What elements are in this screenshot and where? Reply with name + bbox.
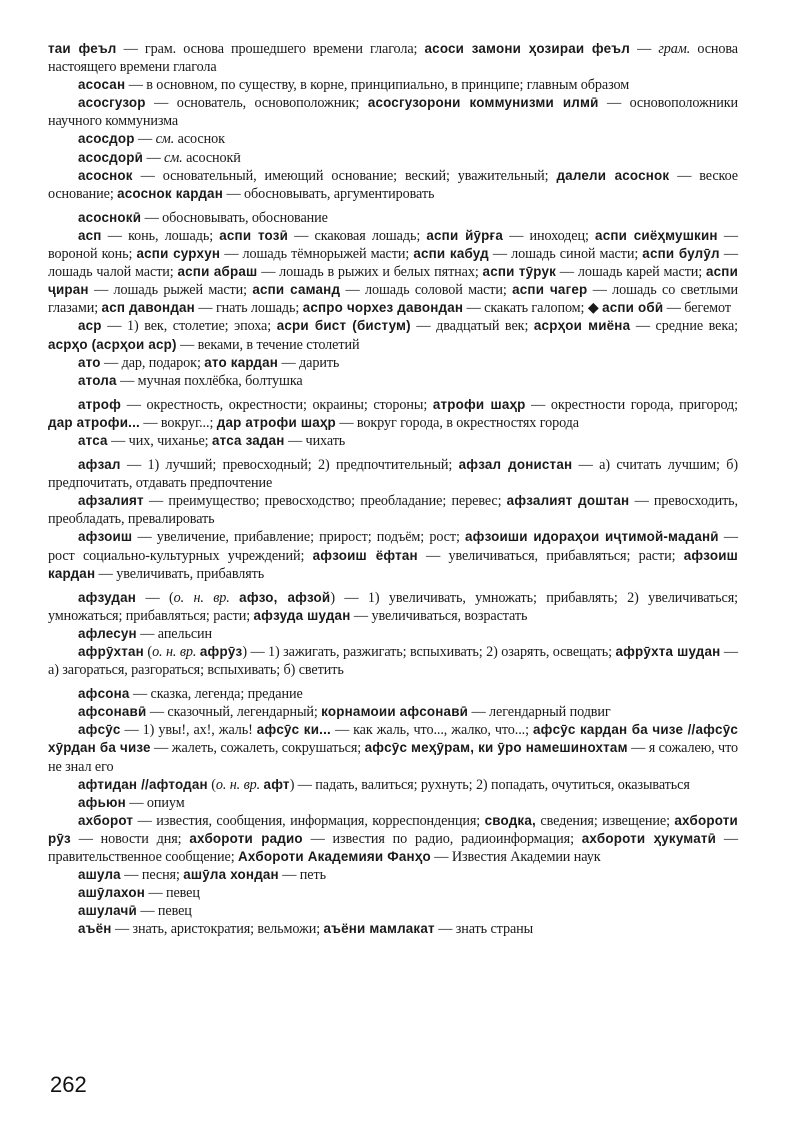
headword-text: аъёни мамлакат (323, 921, 435, 937)
abbreviation-text: грам. (658, 41, 691, 57)
dictionary-entry (48, 902, 738, 920)
headword-text: афзудан (78, 589, 137, 605)
definition-text: — известия, сообщения, информация, корреспонденция; (133, 812, 485, 829)
definition-text: — вокруг...; (139, 414, 217, 431)
definition-text: асоснок (174, 131, 225, 148)
definition-text: — лошадь соловой масти; (340, 282, 513, 299)
definition-text: — песня; (120, 867, 184, 884)
definition-text: — (143, 149, 165, 166)
headword-text: аспи йӯрға (426, 227, 503, 243)
definition-text: — 1) увы!, ах!, жаль! (120, 722, 257, 739)
definition-text: — (134, 131, 156, 148)
definition-text: — дар, подарок; (100, 354, 205, 371)
definition-text: — опиум (125, 794, 185, 811)
headword-text: асосгузорони коммунизми илмӣ (367, 95, 599, 111)
headword-text: ашулачӣ (78, 903, 137, 919)
headword-text: ашӯла хондан (183, 867, 279, 883)
dictionary-entry (48, 372, 738, 390)
dictionary-entry (48, 703, 738, 721)
headword-text: афсӯс ки... (256, 722, 331, 738)
dictionary-entry (48, 354, 738, 372)
dictionary-page (48, 40, 738, 939)
headword-text: ашула (78, 867, 121, 883)
headword-text: ахборот (78, 812, 134, 828)
headword-text: ато кардан (204, 354, 279, 370)
definition-text: — Известия Академии наук (430, 849, 601, 866)
definition-text: — окрестность, окрестности; окраины; стороны; (121, 396, 433, 413)
dictionary-entry (48, 589, 738, 625)
abbreviation-text: о. н. вр. (173, 589, 230, 606)
headword-text: афсӯс кардан ба чизе //афсӯс хӯрдан ба чизе (48, 722, 738, 756)
headword-text: аспи саманд (252, 282, 341, 298)
definition-text: — основатель, основоположник; (145, 95, 368, 112)
headword-text: афзоиш ёфтан (312, 547, 418, 563)
headword-text: аспи чагер (512, 282, 588, 298)
headword-text: атола (78, 372, 117, 388)
headword-text: афзуда шудан (253, 607, 351, 623)
dictionary-entry (48, 227, 738, 317)
definition-text: — известия по радио, радиоинформация; (302, 830, 582, 847)
dictionary-entry (48, 776, 738, 794)
definition-text: — увеличиваться, прибавляться; расти; (417, 547, 684, 564)
headword-text: атроф (78, 396, 122, 412)
definition-text: — петь (278, 867, 326, 884)
headword-text: аср (78, 318, 102, 334)
dictionary-entry (48, 866, 738, 884)
headword-text: сводка, (484, 812, 536, 828)
headword-text: аспи тозӣ (219, 227, 289, 243)
headword-text: аспи кабуд (413, 246, 489, 262)
abbreviation-text: о. н. вр. (152, 644, 197, 660)
headword-text: афлесун (78, 625, 137, 641)
headword-text: афсона (78, 686, 130, 702)
headword-text: афсӯс меҳӯрам, ки ӯро намешинохтам (364, 740, 628, 756)
dictionary-entry (48, 396, 738, 432)
definition-text: — чихать (284, 432, 346, 449)
dictionary-entry (48, 884, 738, 902)
dictionary-entry (48, 432, 738, 450)
headword-text: аспро чорхез давондан (302, 300, 464, 316)
definition-text: — чих, чиханье; (107, 432, 212, 449)
headword-text: афзалият доштан (506, 493, 630, 509)
definition-text: — вокруг города, в окрестностях города (335, 414, 580, 431)
abbreviation-text: см. (164, 149, 183, 166)
dictionary-entry (48, 317, 738, 353)
headword-text: афзалият (78, 493, 144, 509)
headword-text: асоснокӣ (78, 209, 142, 225)
headword-text: ашӯлахон (78, 885, 145, 901)
definition-text: — певец (145, 885, 200, 902)
definition-text: — жалеть, сожалеть, сокрушаться; (150, 740, 365, 757)
headword-text: афсӯс (78, 722, 121, 738)
definition-text: — певец (136, 903, 192, 920)
headword-text: ахбороти ҳукуматӣ (581, 830, 717, 846)
headword-text: аъён (78, 921, 112, 937)
dictionary-entry (48, 794, 738, 812)
headword-text: афьюн (78, 794, 126, 810)
headword-text: асоснок (78, 167, 133, 183)
definition-text: — увеличивать, прибавлять (95, 565, 265, 582)
definition-text: — лошадь в рыжих и белых пятнах; (257, 264, 483, 281)
headword-text: аспи абраш (177, 264, 258, 280)
definition-text: — основоположники научного коммунизма (48, 95, 738, 130)
definition-text: — лошадь карей масти; (556, 264, 706, 281)
definition-text: — сказочный, легендарный; (146, 704, 322, 721)
dictionary-entry (48, 76, 738, 94)
definition-text: — лошадь рыжей масти; (88, 282, 253, 299)
headword-text: асри бист (бистум) (276, 318, 411, 334)
headword-text: таи феъл (48, 41, 117, 56)
definition-text: — новости дня; (70, 830, 190, 847)
headword-text: корнамоии афсонавӣ (321, 704, 469, 720)
definition-text: — иноходец; (502, 227, 596, 244)
definition-text: — рост социально-культурных учреждений; (48, 529, 738, 564)
headword-text: атса (78, 432, 108, 448)
dictionary-entry (48, 920, 738, 938)
definition-text: — превосходить, преобладать, превалировать (48, 493, 739, 528)
headword-text: асоснок кардан (117, 185, 223, 201)
page-number: 262 (50, 1072, 87, 1097)
definition-text: — как жаль, что..., жалко, что...; (330, 722, 534, 739)
definition-text: — гнать лошадь; (194, 300, 303, 317)
headword-text: ато (78, 354, 101, 370)
dictionary-entry (48, 130, 738, 148)
definition-text: — я сожалею, что не знал его (48, 740, 738, 775)
headword-text: афзо, афзой (239, 589, 331, 605)
definition-text: — конь, лошадь; (101, 227, 220, 244)
definition-text: — веками, в течение столетий (176, 336, 360, 353)
definition-text: — сказка, легенда; предание (129, 686, 303, 703)
dictionary-entry (48, 456, 738, 492)
dictionary-entry (48, 685, 738, 703)
definition-text: — лошадь тёмнорыжей масти; (220, 246, 414, 263)
definition-text: — преимущество; превосходство; преобладание; перевес; (143, 493, 507, 510)
definition-text: — а) считать лучшим; б) предпочитать, отдавать предпочтение (48, 457, 738, 492)
definition-text: — знать, аристократия; вельможи; (111, 921, 324, 938)
definition-text: — основательный, имеющий основание; веский; уважительный; (132, 167, 557, 184)
headword-text: афтидан //афтодан (78, 776, 208, 792)
definition-text: сведения; извещение; (535, 812, 675, 829)
abbreviation-text: см. (155, 131, 175, 148)
headword-text: афзал (78, 457, 121, 473)
dictionary-entry (48, 149, 738, 167)
dictionary-entry (48, 721, 738, 775)
definition-text: — веское основание; (48, 167, 738, 202)
definition-text: — увеличение, прибавление; прирост; подъём; рост; (132, 529, 466, 546)
headword-text: аспи булӯл (642, 246, 720, 262)
headword-text: атса задан (211, 432, 285, 448)
definition-text: — вороной конь; (48, 227, 738, 263)
definition-text: ) — падать, валиться; рухнуть; 2) попадать, очутиться, оказываться (289, 776, 690, 793)
definition-text: — в основном, по существу, в корне, принципиально, в принципе; главным образом (125, 77, 630, 94)
headword-text: асосдор (78, 131, 135, 147)
headword-text: атрофи шаҳр (432, 396, 526, 412)
definition-text: — мучная похлёбка, болтушка (116, 372, 303, 389)
dictionary-entry (48, 209, 738, 227)
headword-text: афрӯхта шудан (615, 644, 721, 659)
headword-text: аспи тӯрук (482, 264, 557, 280)
definition-text: — бегемот (663, 300, 731, 317)
definition-text: — средние века; (630, 318, 738, 335)
headword-text: дар атрофи шаҳр (216, 414, 336, 430)
headword-text: дар атрофи... (48, 414, 140, 430)
definition-text: — скакать галопом; ◆ (463, 300, 603, 317)
definition-text (230, 590, 239, 606)
headword-text: афт (263, 776, 290, 792)
headword-text: асрҳои миёна (533, 318, 631, 334)
headword-text: аспи сиёҳмушкин (595, 227, 718, 243)
definition-text: — ( (136, 589, 174, 606)
dictionary-entry (48, 625, 738, 643)
headword-text: Ахбороти Академияи Фанҳо (238, 849, 431, 865)
definition-text: — дарить (278, 354, 340, 371)
dictionary-entry (48, 40, 738, 76)
definition-text: — а) загораться, разгораться; вспыхивать; б) светить (48, 644, 738, 679)
dictionary-entry (48, 528, 738, 582)
definition-text: — скаковая лошадь; (288, 227, 427, 244)
headword-text: асп (78, 227, 102, 243)
headword-text: афзоиш (78, 529, 133, 545)
dictionary-entry (48, 167, 738, 203)
abbreviation-text: о. н. вр. (215, 776, 261, 793)
dictionary-entry (48, 812, 738, 866)
definition-text: — обосновывать, аргументировать (223, 185, 435, 202)
definition-text: ( (207, 776, 216, 793)
headword-text: ахбороти радио (189, 830, 303, 846)
headword-text: асосан (78, 77, 126, 93)
definition-text: — увеличиваться, возрастать (350, 607, 528, 624)
definition-text: — лошадь со светлыми глазами; (48, 282, 738, 317)
dictionary-entry (48, 94, 738, 130)
headword-text: далели асоснок (556, 167, 670, 183)
headword-text: афзоиш кардан (48, 547, 738, 581)
definition-text: — двадцатый век; (410, 318, 534, 335)
definition-text: асоснокӣ (182, 149, 241, 166)
definition-text: — 1) лучший; превосходный; 2) предпочтительный; (120, 457, 459, 474)
headword-text: асоси замони ҳозираи феъл (424, 41, 630, 56)
headword-text: ахбороти рӯз (48, 812, 738, 846)
definition-text: — знать страны (434, 921, 534, 938)
definition-text: — лошадь чалой масти; (48, 246, 738, 281)
headword-text: асосдорӣ (78, 149, 144, 165)
definition-text: ) — 1) увеличивать, умножать; прибавлять; 2) увеличиваться; умножаться; прибавляться; расти; (48, 589, 738, 624)
definition-text: — обосновывать, обоснование (141, 209, 328, 226)
dictionary-entry (48, 643, 738, 679)
headword-text: аспи обӣ (602, 300, 664, 316)
definition-text: — грам. основа прошедшего времени глагола; (116, 41, 425, 57)
headword-text: аспи сурхун (136, 246, 221, 262)
headword-text: афзоиши идораҳои иҷтимой-маданӣ (465, 529, 719, 545)
definition-text: основа настоящего времени глагола (48, 41, 738, 76)
headword-text: асрҳо (асрҳои аср) (48, 336, 177, 352)
headword-text: асосгузор (78, 95, 146, 111)
definition-text: ( (143, 644, 153, 660)
definition-text: — лошадь синой масти; (488, 246, 643, 263)
headword-text: асп давондан (101, 300, 195, 316)
headword-text: афзал донистан (458, 457, 573, 473)
headword-text: афрӯз (199, 644, 243, 659)
definition-text: — 1) век, столетие; эпоха; (101, 318, 277, 335)
headword-text: аспи ҷиран (48, 264, 738, 298)
definition-text: — окрестности города, пригород; (525, 396, 738, 413)
definition-text: — апельсин (136, 625, 213, 642)
headword-text: афсонавӣ (78, 704, 147, 720)
definition-text: — (629, 41, 659, 57)
dictionary-entry (48, 492, 738, 528)
definition-text: — легендарный подвиг (468, 704, 611, 721)
headword-text: афрӯхтан (78, 644, 144, 659)
definition-text: ) — 1) зажигать, разжигать; вспыхивать; 2) озарять, освещать; (242, 644, 616, 660)
definition-text: — правительственное сообщение; (48, 830, 738, 866)
